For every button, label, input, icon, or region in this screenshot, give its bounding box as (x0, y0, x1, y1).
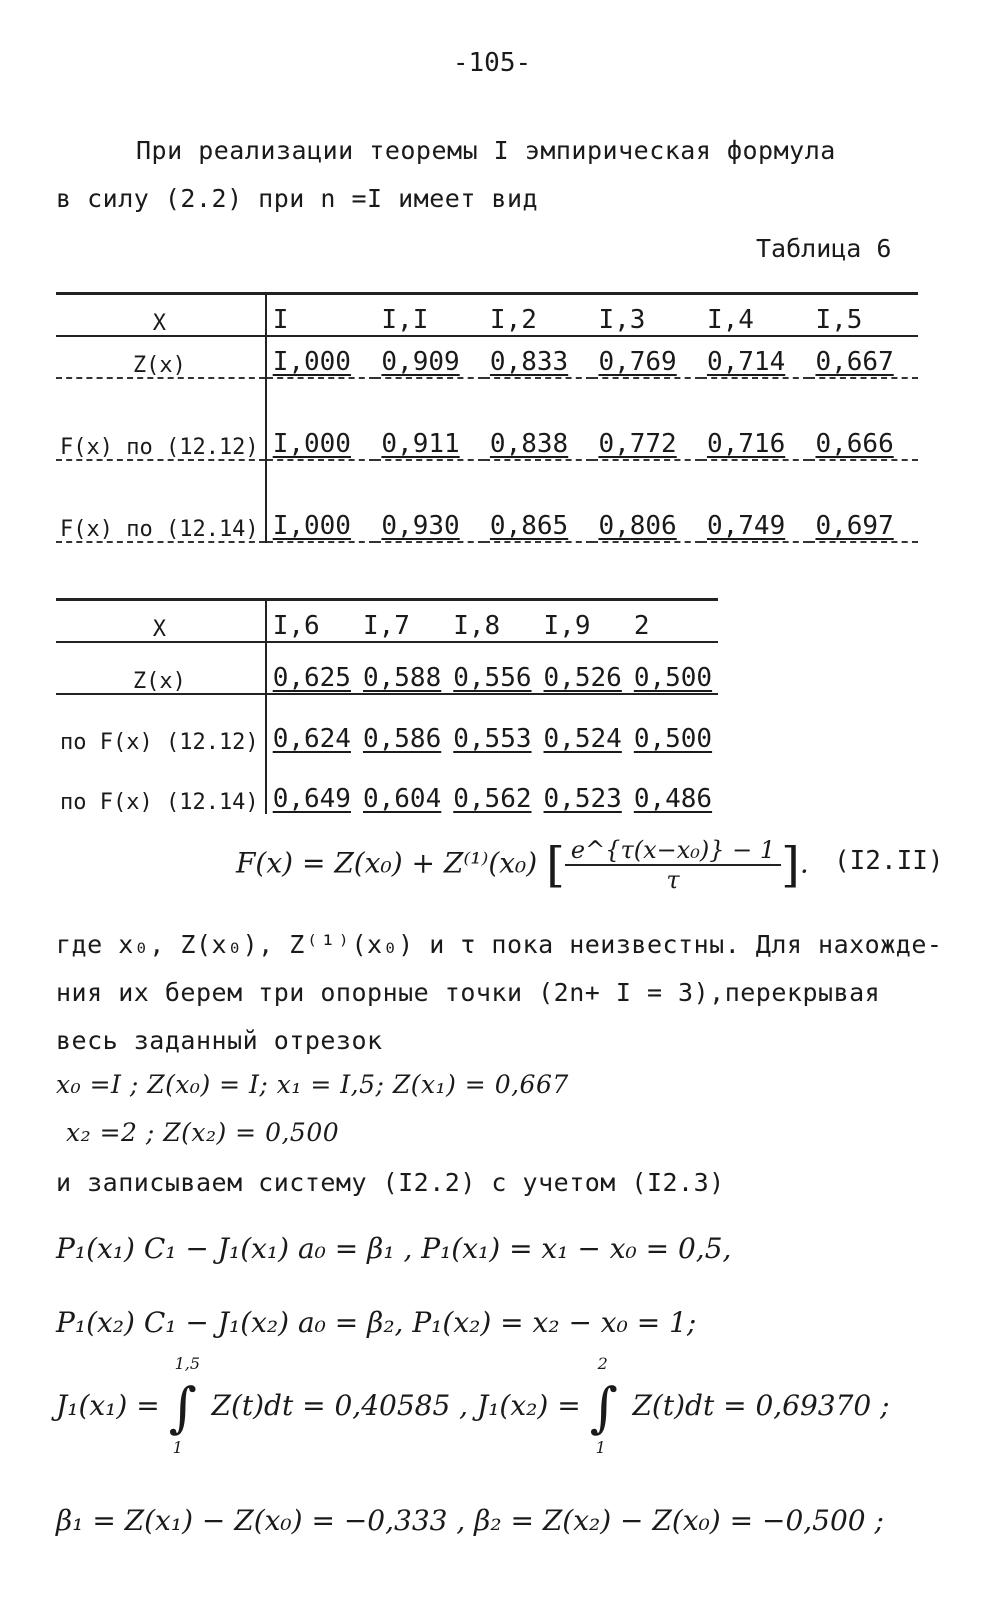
formula-numerator: e^{τ(x−x₀)} − 1 (565, 836, 781, 866)
table-cell: 0,556 (447, 642, 537, 694)
body-line-4: и записываем систему (I2.2) с учетом (I2.3) (56, 1168, 725, 1197)
row-label: по F(x) (12.12) (60, 730, 259, 755)
table-cell: I,000 (266, 460, 376, 542)
body-line-2: ния их берем три опорные точки (2n+ I = 3),перекрывая (56, 978, 881, 1007)
table-cell: 0,500 (633, 724, 713, 754)
intro-line-2: в силу (2.2) при n =I имеет вид (56, 184, 539, 213)
table-cell: 0,833 (484, 336, 593, 378)
formula-12-11: F(x) = Z(x₀) + Z⁽¹⁾(x₀) [ $\frac{\text{e\textasciicircum{}\{τ(x−x₀)\} − 1}}{\tau}$ ]. (236, 836, 809, 894)
equation-4: β₁ = Z(x₁) − Z(x₀) = −0,333 , β₂ = Z(x₂) − Z(x₀) = −0,500 ; (56, 1504, 884, 1537)
table-cell: 0,749 (701, 460, 810, 542)
table2-header-label: X (56, 600, 266, 643)
table-cell: 0,562 (453, 784, 532, 814)
row-label: Z(x) (56, 642, 266, 694)
table-cell: 0,772 (592, 378, 701, 460)
table-cell: 0,524 (543, 724, 622, 754)
equation-2: P₁(x₂) C₁ − J₁(x₂) a₀ = β₂, P₁(x₂) = x₂ − x₀ = 1; (56, 1306, 697, 1339)
table-cell: 0,649 (266, 754, 357, 814)
table2-col-header: I,7 (357, 600, 447, 643)
table1-col-header: I,5 (809, 294, 918, 337)
table1-col-header: I,2 (484, 294, 593, 337)
table-cell: 0,909 (375, 336, 484, 378)
table-row (56, 642, 718, 694)
table-cell: 0,714 (701, 336, 810, 378)
table2-col-header: 2 (628, 600, 718, 643)
intro-line-1: При реализации теоремы I эмпирическая формула (136, 136, 836, 165)
table-cell: 0,625 (266, 642, 357, 694)
table-6-part-1 (56, 292, 918, 543)
table1-col-header: I (266, 294, 376, 337)
table-cell: 0,588 (357, 642, 447, 694)
table-cell: 0,716 (701, 378, 810, 460)
integral-sign: ∫ (589, 1376, 618, 1439)
table-row (56, 694, 718, 754)
table-cell: 0,500 (628, 642, 718, 694)
table-cell: 0,526 (538, 642, 628, 694)
table1-header-label: X (56, 294, 266, 337)
table-cell: 0,930 (375, 460, 484, 542)
table-cell: 0,838 (484, 378, 593, 460)
body-line-3: весь заданный отрезок (56, 1026, 383, 1055)
table-row (56, 754, 718, 814)
page-number: -105- (452, 48, 532, 78)
table2-col-header: I,6 (266, 600, 357, 643)
table-cell: I,000 (266, 336, 376, 378)
row-label: Z(x) (56, 336, 266, 378)
table-cell: 0,586 (362, 724, 442, 754)
table-cell: 0,697 (809, 460, 918, 542)
points-line-1: x₀ =I ; Z(x₀) = I; x₁ = I,5; Z(x₁) = 0,667 (56, 1070, 569, 1099)
table-cell: 0,911 (375, 378, 484, 460)
integral-lower-limit: 1 (595, 1438, 606, 1457)
body-line-1: где x₀, Z(x₀), Z⁽¹⁾(x₀) и τ пока неизвестны. Для нахожде- (56, 930, 943, 959)
table-cell: 0,523 (543, 784, 622, 814)
integral-sign: ∫ (168, 1376, 197, 1439)
equation-1: P₁(x₁) C₁ − J₁(x₁) a₀ = β₁ , P₁(x₁) = x₁ − x₀ = 0,5, (56, 1232, 732, 1265)
integral-upper-limit: 2 (597, 1354, 608, 1373)
table-cell: 0,865 (484, 460, 593, 542)
formula-lhs: F(x) = Z(x₀) + Z⁽¹⁾(x₀) (236, 846, 538, 880)
table-caption: Таблица 6 (756, 234, 892, 263)
row-label: F(x) по (12.12) (56, 378, 266, 460)
table1-col-header: I,4 (701, 294, 810, 337)
table-row (56, 460, 918, 542)
eq3-middle: Z(t)dt = 0,40585 , J₁(x₂) = (211, 1389, 581, 1422)
table1-col-header: I,3 (592, 294, 701, 337)
table-cell: 0,666 (809, 378, 918, 460)
table-cell: 0,806 (592, 460, 701, 542)
table1-col-header: I,I (375, 294, 484, 337)
points-line-2: x₂ =2 ; Z(x₂) = 0,500 (66, 1118, 340, 1147)
row-label: F(x) по (12.14) (56, 460, 266, 542)
row-label: по F(x) (12.14) (60, 790, 259, 815)
table-cell: I,000 (266, 378, 376, 460)
eq3-end: Z(t)dt = 0,69370 ; (632, 1389, 890, 1422)
table2-col-header: I,8 (447, 600, 537, 643)
table-6-part-2 (56, 598, 718, 814)
equation-3 (56, 1354, 890, 1466)
table-cell: 0,486 (633, 784, 713, 814)
table-cell: 0,667 (809, 336, 918, 378)
table-row (56, 336, 918, 378)
table-cell: 0,769 (592, 336, 701, 378)
table-cell: 0,553 (453, 724, 532, 754)
eq3-lhs: J₁(x₁) = (56, 1389, 160, 1422)
table-row (56, 378, 918, 460)
table-cell: 0,604 (362, 784, 442, 814)
integral-upper-limit: 1,5 (174, 1354, 201, 1373)
equation-number: (I2.II) (834, 846, 944, 876)
formula-denominator: τ (666, 866, 680, 894)
table2-col-header: I,9 (538, 600, 628, 643)
integral-lower-limit: 1 (172, 1438, 183, 1457)
table-cell: 0,624 (266, 694, 357, 754)
